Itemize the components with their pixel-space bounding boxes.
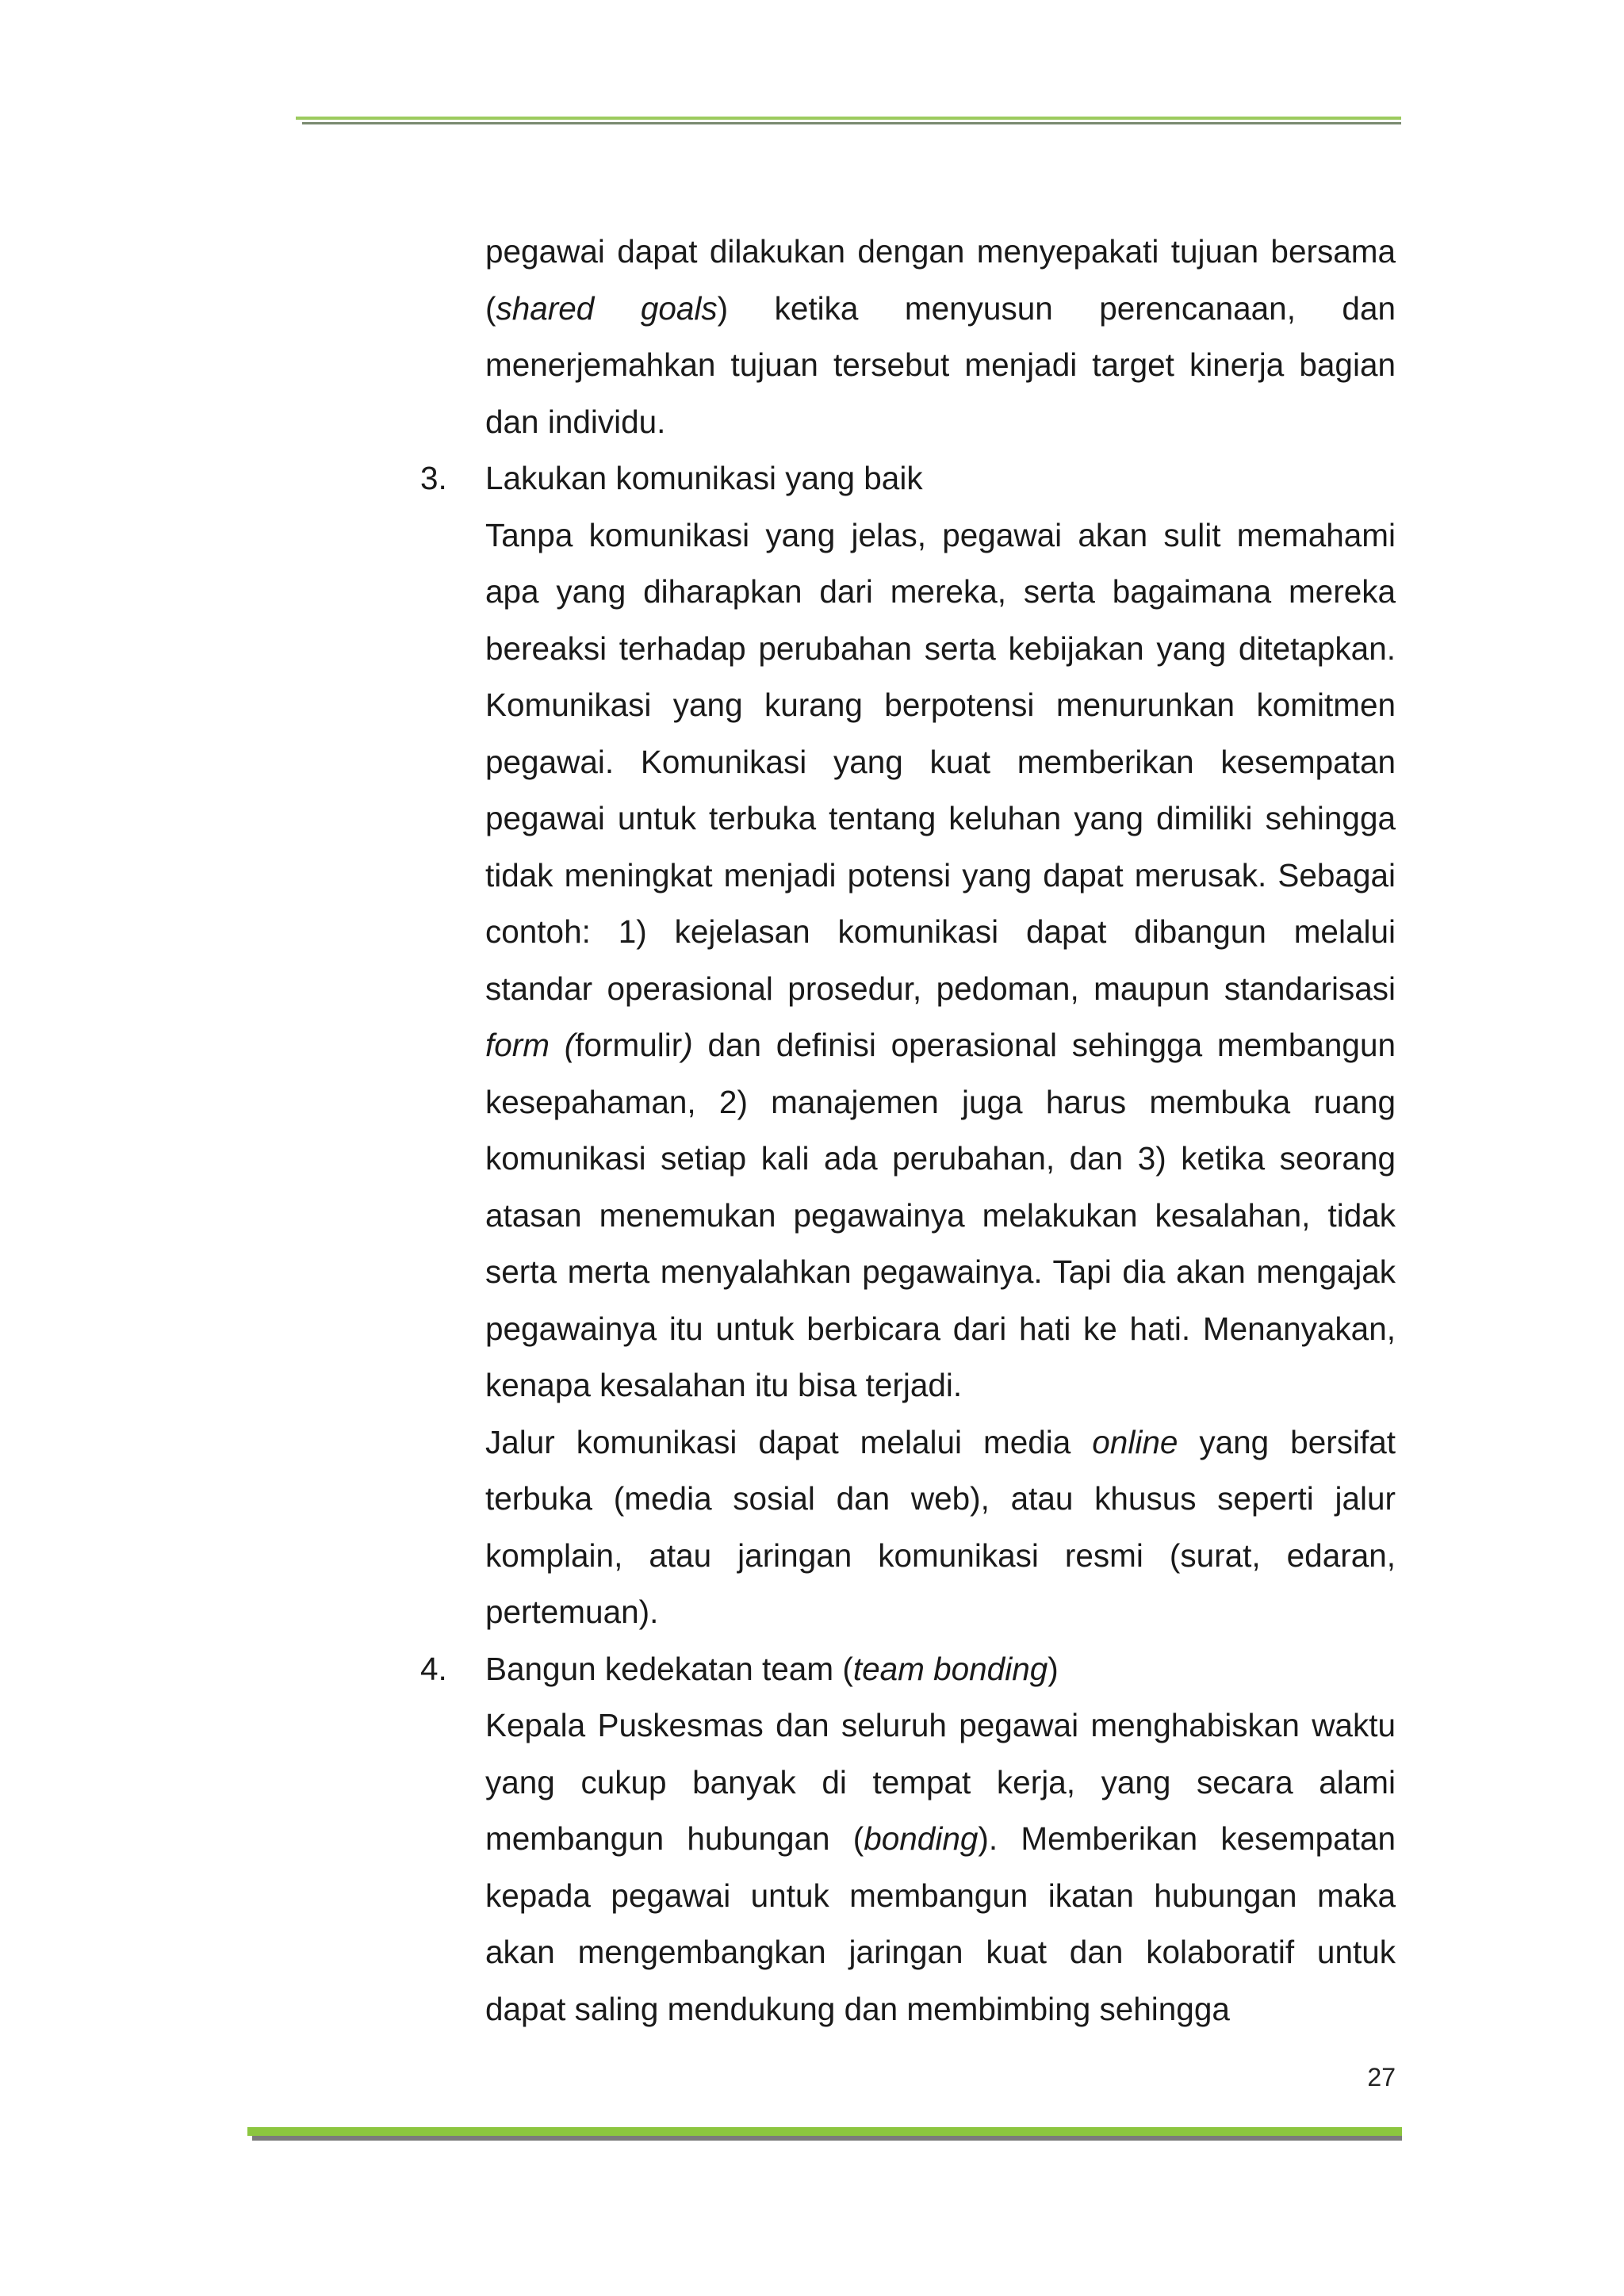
footer-rule-green [247,2127,1402,2136]
list-number: 4. [420,1650,447,1687]
list-number: 3. [420,460,447,496]
item4-paragraph-1 [420,1697,1396,2038]
continuation-paragraph [420,224,1396,450]
text-run: ) [1048,1650,1059,1687]
page-body [420,224,1396,2038]
text-run: yang bersifat terbuka (media sosial dan web), atau khusus seperti jalur komplain, atau jaringan komunikasi resmi (surat, edaran, pertemuan). [485,1423,1396,1630]
text-run: Tanpa komunikasi yang jelas, pegawai akan sulit memahami apa yang diharapkan dari mereka, serta bagaimana mereka bereaksi terhadap perubahan serta kebijakan yang ditetapkan. Komunikasi yang kurang berpotensi menurunkan komitmen pegawai. Komunikasi yang kuat memberikan kesempatan pegawai untuk terbuka tentang keluhan yang dimiliki sehingga tidak meningkat menjadi potensi yang dapat merusak. Sebagai contoh: 1) kejelasan komunikasi dapat dibangun melalui standar operasional prosedur, pedoman, maupun standarisasi [485,516,1396,1007]
header-rule-gray [302,122,1401,124]
footer-rule-gray [252,2136,1402,2141]
page-number: 27 [1367,2063,1396,2091]
list-item-heading: Lakukan komunikasi yang baik [485,460,923,496]
italic-term: shared goals [496,289,718,327]
list-item-3 [420,450,1396,507]
italic-term: online [1092,1423,1178,1460]
list-item-4 [420,1641,1396,1698]
text-run: ) ketika menyusun perencanaan, dan menerjemahkan tujuan tersebut menjadi target kinerja bagian dan individu. [485,289,1396,440]
italic-term: team bonding [852,1650,1048,1687]
text-run: pegawai dapat dilakukan dengan menyepakati tujuan bersama ( [485,233,1396,327]
text-run: Jalur komunikasi dapat melalui media [485,1423,1093,1460]
italic-term: bonding [864,1820,979,1857]
header-rule-green [296,117,1401,120]
item3-paragraph-2 [420,1414,1396,1641]
italic-term: ) [682,1027,693,1063]
text-run: dan definisi operasional sehingga membangun kesepahaman, 2) manajemen juga harus membuka ruang komunikasi setiap kali ada perubahan, dan 3) ketika seorang atasan menemukan pegawainya melakukan kesalahan, tidak serta merta menyalahkan pegawainya. Tapi dia akan mengajak pegawainya itu untuk berbicara dari hati ke hati. Menanyakan, kenapa kesalahan itu bisa terjadi. [485,1027,1396,1403]
list-item-heading [485,1641,1059,1698]
text-run: formulir [575,1027,683,1063]
item3-paragraph-1 [420,507,1396,1414]
text-run: ). Memberikan kesempatan kepada pegawai untuk membangun ikatan hubungan maka akan mengembangkan jaringan kuat dan kolaboratif untuk dapat saling mendukung dan membimbing sehingga [485,1820,1396,2027]
text-run: Kepala Puskesmas dan seluruh pegawai menghabiskan waktu yang cukup banyak di tempat kerja, yang secara alami membangun hubungan ( [485,1707,1396,1857]
text-run: Bangun kedekatan team ( [485,1650,853,1687]
italic-term: form ( [485,1027,576,1063]
